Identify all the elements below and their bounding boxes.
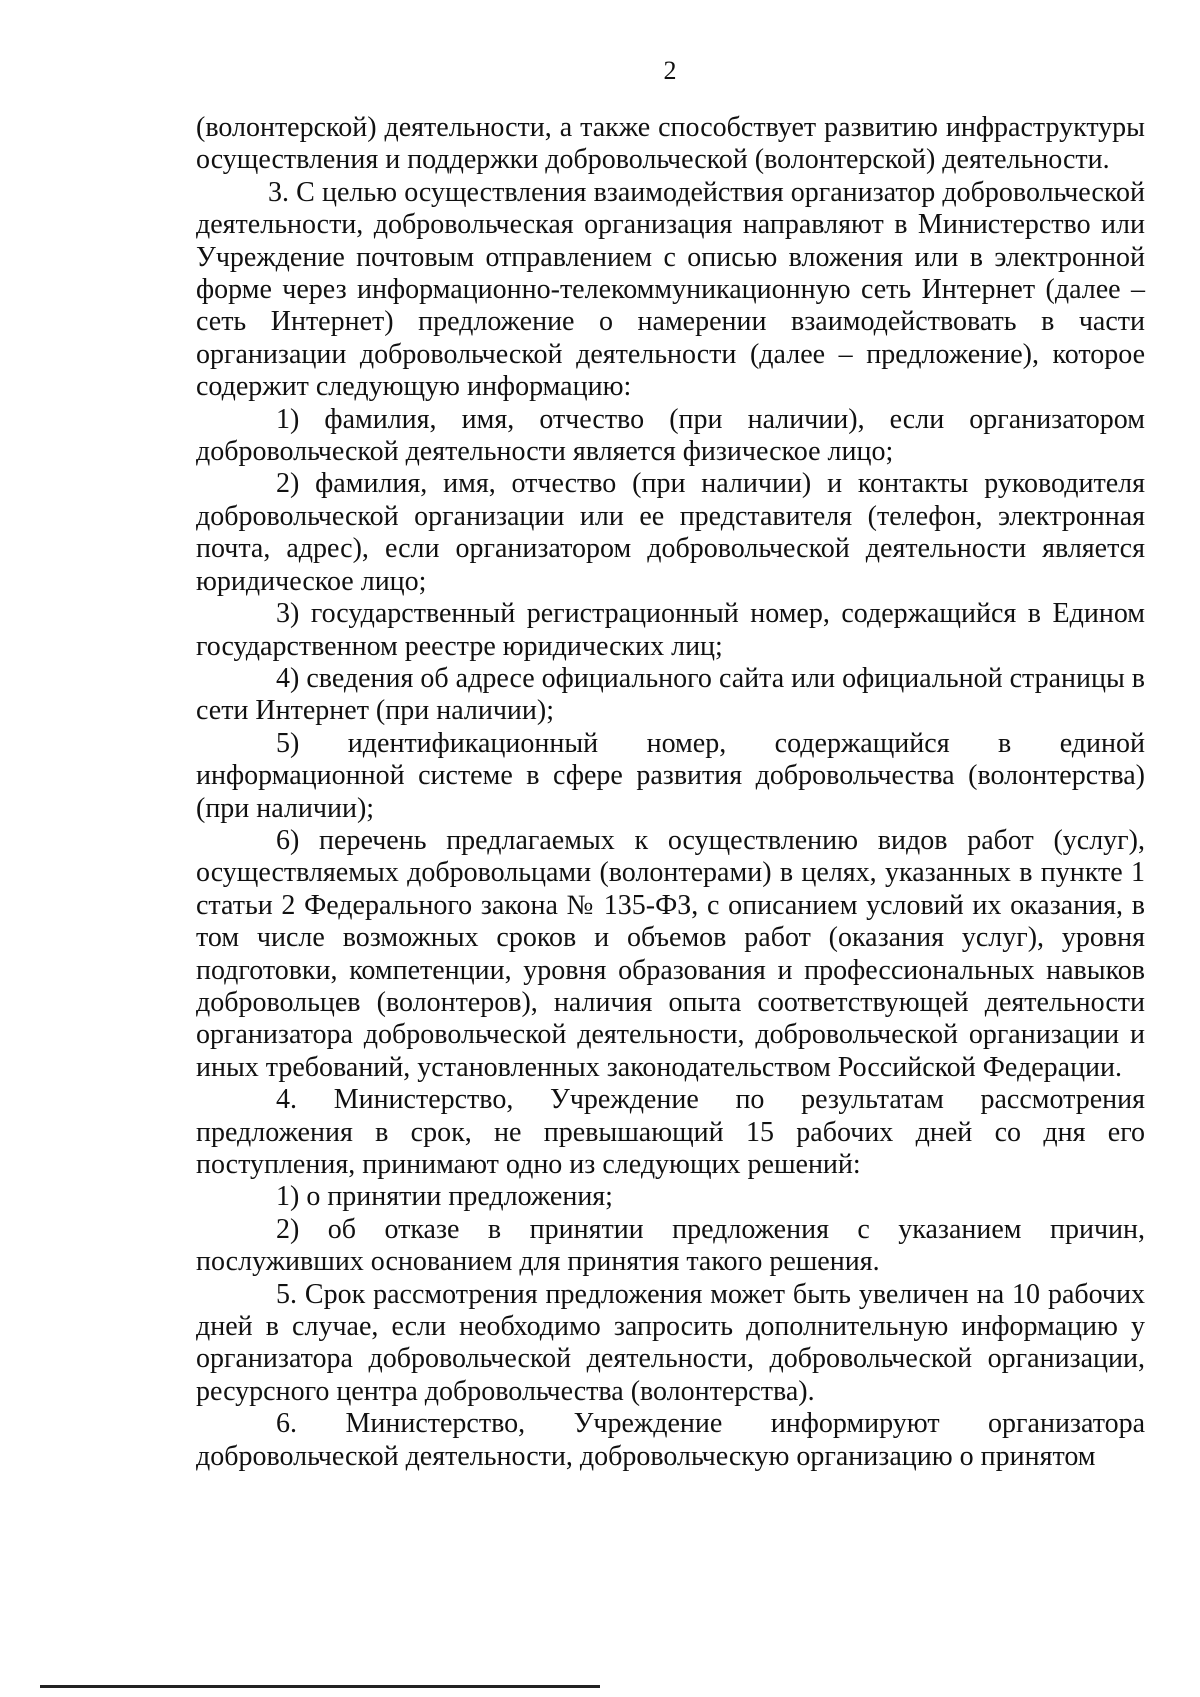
paragraph-clause-3: 3. С целью осуществления взаимодействия организатор добровольческой деятельности, добровольческая организация направляют в Министерство или Учреждение почтовым отправлением с описью вложения или в электронной форме через информационно-телекоммуникационную сеть Интернет (далее – сеть Интернет) предложение о намерении взаимодействовать в части организации добровольческой деятельности (далее – предложение), которое содержит следующую информацию: — [196, 176, 1145, 403]
paragraph-clause-6: 6. Министерство, Учреждение информируют организатора добровольческой деятельности, добровольческую организацию о принятом — [196, 1408, 1145, 1472]
page-number: 2 — [663, 56, 677, 85]
paragraph-clause-5: 5. Срок рассмотрения предложения может быть увеличен на 10 рабочих дней в случае, если необходимо запросить дополнительную информацию у организатора добровольческой деятельности, добровольческой организации, ресурсного центра добровольчества (волонтерства). — [196, 1278, 1145, 1407]
decision-item-2: 2) об отказе в принятии предложения с указанием причин, послуживших основанием для принятия такого решения. — [196, 1213, 1145, 1278]
document-body — [196, 112, 1145, 1473]
list-item-6: 6) перечень предлагаемых к осуществлению видов работ (услуг), осуществляемых добровольцами (волонтерами) в целях, указанных в пункте 1 статьи 2 Федерального закона № 135-ФЗ, с описанием условий их оказания, в том числе возможных сроков и объемов работ (оказания услуг), уровня подготовки, компетенции, уровня образования и профессиональных навыков добровольцев (волонтеров), наличия опыта соответствующей деятельности организатора добровольческой деятельности, добровольческой организации и иных требований, установленных законодательством Российской Федерации. — [196, 824, 1145, 1083]
list-item-3: 3) государственный регистрационный номер, содержащийся в Едином государственном реестре юридических лиц; — [196, 598, 1145, 662]
list-item-5: 5) идентификационный номер, содержащийся в единой информационной системе в сфере развития добровольчества (волонтерства) (при наличии); — [196, 727, 1145, 824]
list-item-1: 1) фамилия, имя, отчество (при наличии), если организатором добровольческой деятельности является физическое лицо; — [196, 403, 1145, 468]
paragraph-continuation: (волонтерской) деятельности, а также способствует развитию инфраструктуры осуществления и поддержки добровольческой (волонтерской) деятельности. — [196, 112, 1145, 176]
paragraph-clause-4: 4. Министерство, Учреждение по результатам рассмотрения предложения в срок, не превышающий 15 рабочих дней со дня его поступления, принимают одно из следующих решений: — [196, 1084, 1145, 1180]
bottom-rule-line — [40, 1685, 600, 1688]
list-item-4: 4) сведения об адресе официального сайта или официальной страницы в сети Интернет (при наличии); — [196, 662, 1145, 727]
list-item-2: 2) фамилия, имя, отчество (при наличии) и контакты руководителя добровольческой организации или ее представителя (телефон, электронная почта, адрес), если организатором добровольческой деятельности является юридическое лицо; — [196, 468, 1145, 597]
decision-item-1: 1) о принятии предложения; — [276, 1181, 613, 1213]
